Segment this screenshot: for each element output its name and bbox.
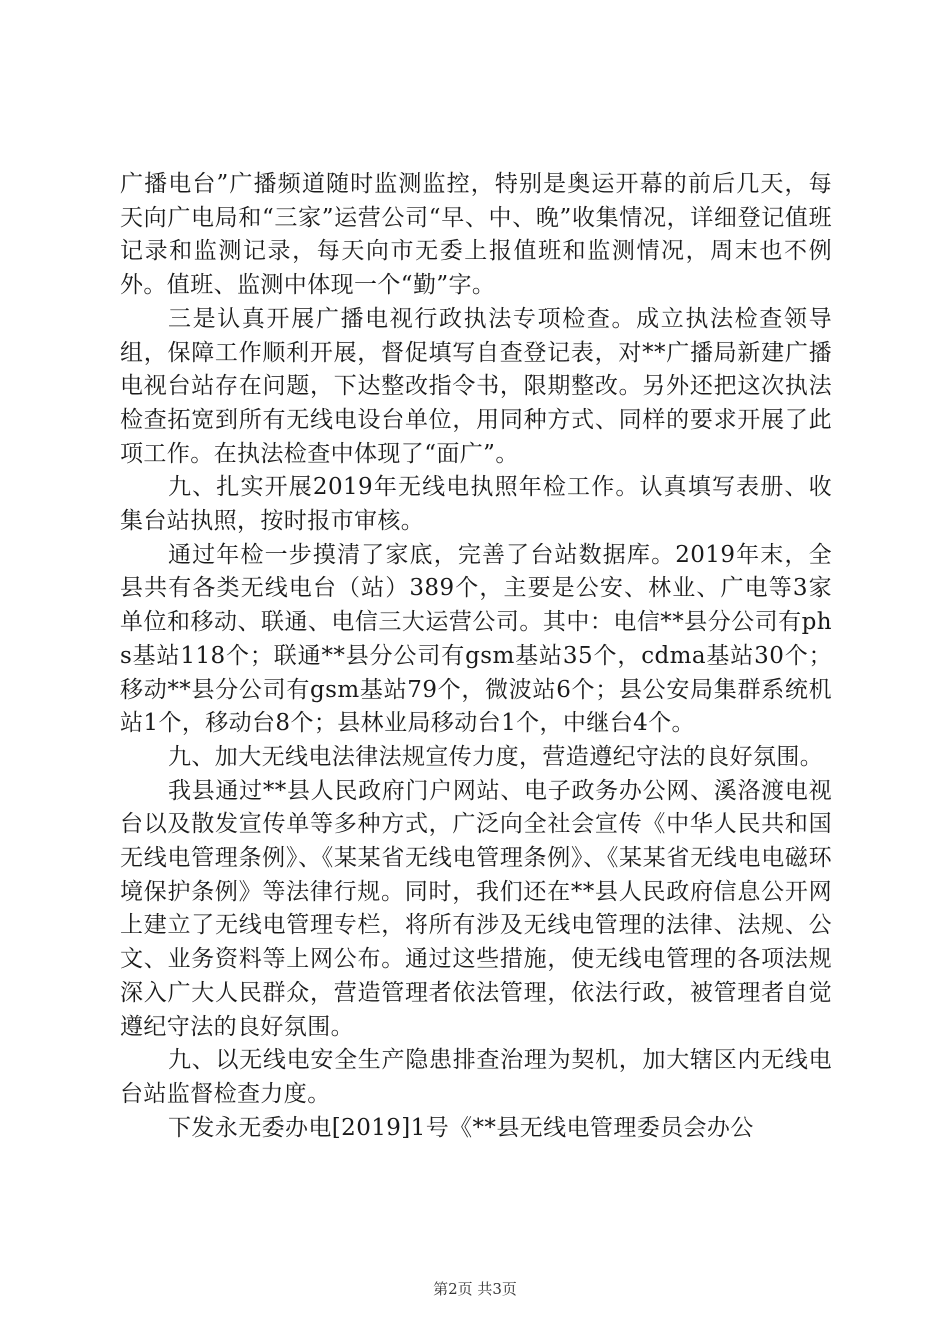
paragraph: 九、以无线电安全生产隐患排查治理为契机，加大辖区内无线电台站监督检查力度。 [120,1047,832,1107]
paragraph: 我县通过**县人民政府门户网站、电子政务办公网、溪洛渡电视台以及散发宣传单等多种方式，广泛向全社会宣传《中华人民共和国无线电管理条例》、《某某省无线电管理条例》、《某某省无线电电磁环境保护条例》等法律行规。同时，我们还在**县人民政府信息公开网上建立了无线电管理专栏，将所有涉及无线电管理的法律、法规、公文、业务资料等上网公布。通过这些措施，使无线电管理的各项法规深入广大人民群众，营造管理者依法管理，依法行政，被管理者自觉遵纪守法的良好氛围。 [120,777,832,1040]
page-number-footer: 第2页 共3页 [433,1280,517,1298]
paragraph: 三是认真开展广播电视行政执法专项检查。成立执法检查领导组，保障工作顺利开展，督促填写自查登记表，对**广播局新建广播电视台站存在问题，下达整改指令书，限期整改。另外还把这次执法检查拓宽到所有无线电设台单位，用同种方式、同样的要求开展了此项工作。在执法检查中体现了“面广”。 [120,305,832,467]
paragraph: 通过年检一步摸清了家底，完善了台站数据库。2019年末，全县共有各类无线电台（站）389个，主要是公安、林业、广电等3家单位和移动、联通、电信三大运营公司。其中：电信**县分公司有phs基站118个；联通**县分公司有gsm基站35个，cdma基站30个；移动**县分公司有gsm基站79个，微波站6个；县公安局集群系统机站1个，移动台8个；县林业局移动台1个，中继台4个。 [120,541,832,737]
document-body [120,168,832,1145]
paragraph: 广播电台”广播频道随时监测监控，特别是奥运开幕的前后几天，每天向广电局和“三家”运营公司“早、中、晚”收集情况，详细登记值班记录和监测记录，每天向市无委上报值班和监测情况，周末也不例外。值班、监测中体现一个“勤”字。 [120,171,832,299]
paragraph: 九、加大无线电法律法规宣传力度，营造遵纪守法的良好氛围。 [168,743,824,770]
paragraph: 九、扎实开展2019年无线电执照年检工作。认真填写表册、收集台站执照，按时报市审核。 [120,474,832,535]
paragraph: 下发永无委办电[2019]1号《**县无线电管理委员会办公 [168,1114,754,1141]
